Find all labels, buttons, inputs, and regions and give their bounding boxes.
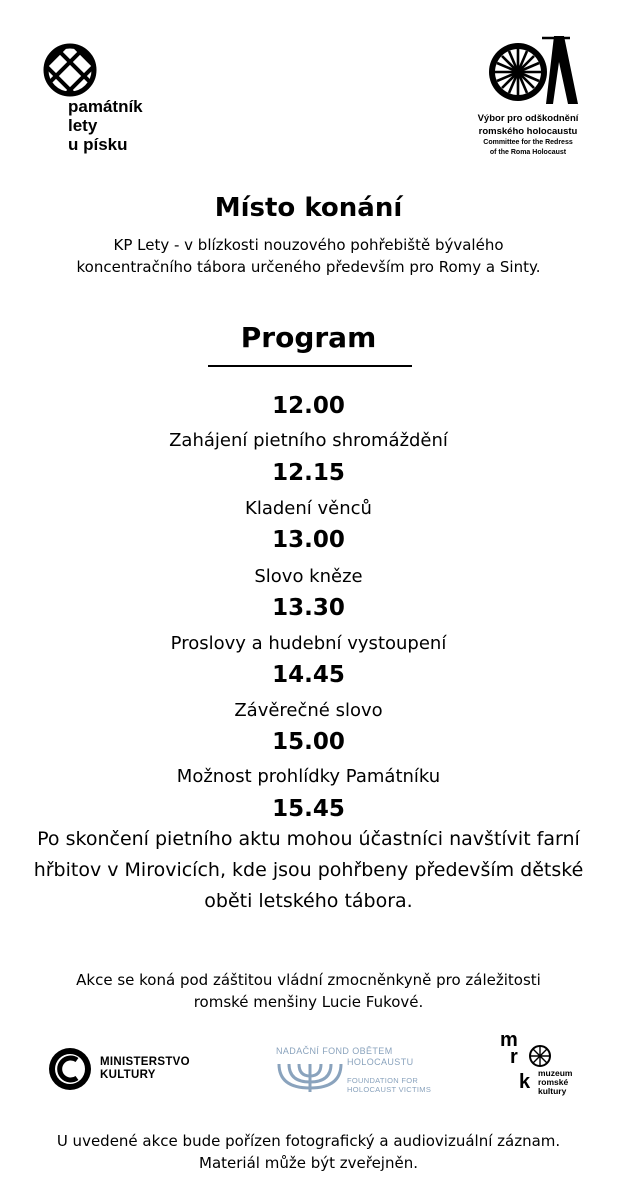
ministry-c-icon xyxy=(47,1046,93,1092)
program-final-line-3: oběti letského tábora. xyxy=(204,890,413,912)
museum-mark-r: r xyxy=(510,1046,518,1068)
museum-mark-k: k xyxy=(519,1071,531,1093)
lattice-circle-icon xyxy=(42,42,98,98)
program-time-2: 12.15 xyxy=(272,460,345,486)
program-final-line-1: Po skončení pietního aktu mohou účastníci navštívit farní xyxy=(37,828,580,850)
program-time-7: 15.45 xyxy=(272,796,345,822)
roma-logo-line-1: Výbor pro odškodnění xyxy=(477,113,579,124)
notice-line-1: U uvedené akce bude pořízen fotografický a audiovizuální záznam. xyxy=(56,1132,561,1150)
museum-wheel-icon xyxy=(528,1044,552,1068)
program-item-4: Proslovy a hudební vystoupení xyxy=(170,633,447,654)
program-time-3: 13.00 xyxy=(272,527,345,553)
program-title-underline xyxy=(208,365,412,367)
program-time-6: 15.00 xyxy=(272,729,345,755)
ministry-line-2: KULTURY xyxy=(100,1069,156,1081)
roma-committee-logo xyxy=(486,34,578,110)
patronage-line-1: Akce se koná pod záštitou vládní zmocněnkyně pro záležitosti xyxy=(76,971,541,989)
program-item-1: Zahájení pietního shromáždění xyxy=(169,430,448,451)
foundation-top-line-2: HOLOCAUSTU xyxy=(347,1057,414,1067)
program-title: Program xyxy=(240,321,377,354)
venue-line-1: KP Lety - v blízkosti nouzového pohřebiště bývalého xyxy=(113,236,504,254)
museum-mark-m: m xyxy=(500,1029,518,1051)
ministry-logo xyxy=(47,1046,93,1096)
program-time-4: 13.30 xyxy=(272,595,345,621)
lety-logo-line-1: památník xyxy=(68,97,143,116)
roma-logo-line-2: romského holocaustu xyxy=(478,126,578,137)
roma-logo-line-3: Committee for the Redress xyxy=(483,139,573,146)
roma-wheel-icon xyxy=(486,34,578,106)
foundation-top-line-1: NADAČNÍ FOND OBĚTEM xyxy=(276,1046,393,1056)
ministry-line-1: MINISTERSTVO xyxy=(100,1056,190,1068)
roma-logo-line-4: of the Roma Holocaust xyxy=(489,149,567,156)
museum-line-2: romské xyxy=(538,1077,569,1087)
program-item-6: Možnost prohlídky Památníku xyxy=(176,766,441,787)
menorah-icon xyxy=(275,1060,345,1094)
foundation-bottom-line-1: FOUNDATION FOR xyxy=(347,1076,419,1085)
program-time-5: 14.45 xyxy=(272,662,345,688)
lety-memorial-logo xyxy=(42,42,98,102)
program-item-3: Slovo kněze xyxy=(254,566,363,587)
lety-logo-line-3: u písku xyxy=(68,135,128,154)
lety-logo-line-2: lety xyxy=(68,116,98,135)
museum-line-1: muzeum xyxy=(538,1068,573,1078)
program-time-1: 12.00 xyxy=(272,393,345,419)
program-final-line-2: hřbitov v Mirovicích, kde jsou pohřbeny především dětské xyxy=(33,859,584,881)
program-item-5: Závěrečné slovo xyxy=(234,700,383,721)
program-item-2: Kladení věnců xyxy=(245,498,372,519)
notice-line-2: Materiál může být zveřejněn. xyxy=(199,1154,418,1172)
foundation-menorah xyxy=(275,1060,345,1098)
foundation-bottom-line-2: HOLOCAUST VICTIMS xyxy=(347,1085,432,1094)
museum-line-3: kultury xyxy=(538,1086,567,1096)
patronage-line-2: romské menšiny Lucie Fukové. xyxy=(193,993,424,1011)
venue-line-2: koncentračního tábora určeného především pro Romy a Sinty. xyxy=(76,258,541,276)
venue-title: Místo konání xyxy=(214,193,403,223)
